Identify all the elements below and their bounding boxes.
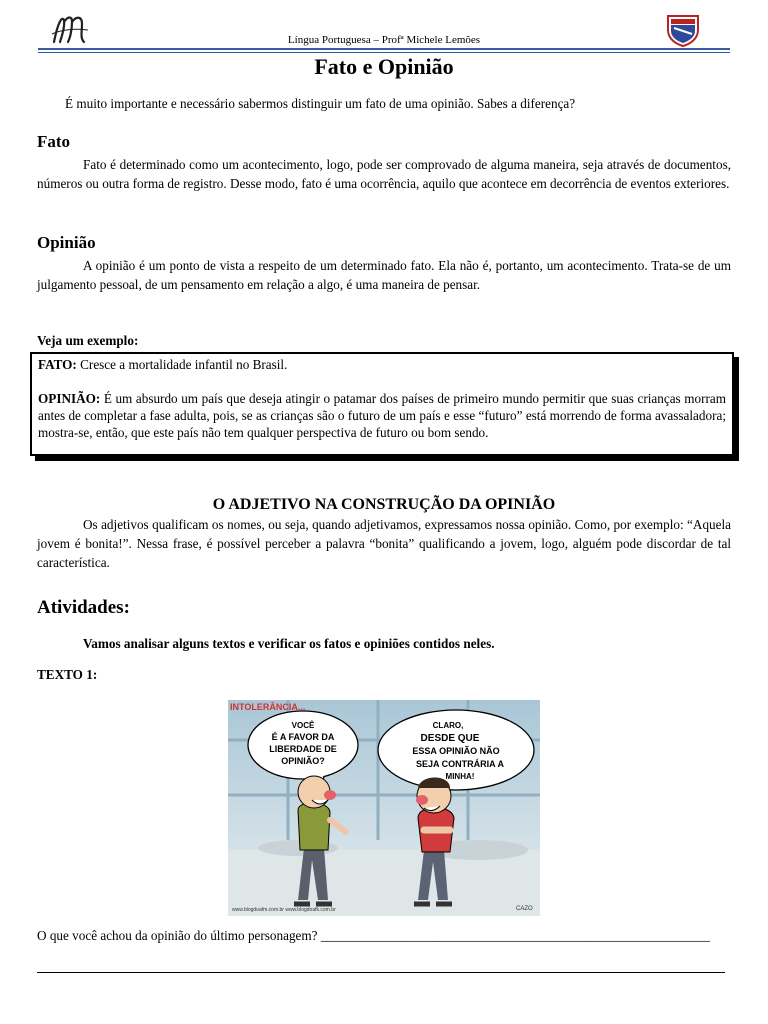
example-label: Veja um exemplo: [37,333,139,348]
fato-heading: Fato [37,132,71,151]
cartoon-bubble-left-1: VOCÊ [291,721,315,730]
atividades-heading: Atividades: [37,597,130,618]
cartoon-signature: CAZO [516,906,533,912]
cartoon-bubble-left-3: LIBERDADE DE [269,744,337,754]
example-box [30,352,734,456]
example-opiniao-text: É um absurdo um país que deseja atingir o patamar dos países de primeiro mundo permitir que suas crianças morram antes de completar a fase adulta, pois, se as crianças são o futuro de um país e esse “futuro” está morrendo de forma avassaladora; mostra-se, então, que este país não tem qualquer perspectiva de futuro ou bom sendo. [38,391,726,440]
answer-line[interactable] [37,972,725,973]
cartoon-bubble-right-1: CLARO, [432,721,464,730]
cartoon-title: INTOLERÂNCIA... [230,702,306,712]
intro-paragraph: É muito importante e necessário sabermos distinguir um fato de uma opinião. Sabes a diferença? [65,96,576,111]
cartoon-credit: www.blogdoafm.com.br www.blogdoafk.com.br [232,907,336,913]
cartoon-bubble-right-5: MINHA! [445,772,475,781]
example-fato-label: FATO: [38,357,77,372]
atividades-instruction: Vamos analisar alguns textos e verificar os fatos e opiniões contidos neles. [83,636,495,651]
texto1-label: TEXTO 1: [37,667,98,682]
fato-paragraph: Fato é determinado como um acontecimento, logo, pode ser comprovado de alguma maneira, seja através de documentos, números ou outra forma de registro. Desse modo, fato é uma ocorrência, aquilo que acontece em decorrência de eventos exteriores. [37,157,731,191]
cartoon-bubble-left-2: É A FAVOR DA [271,732,335,742]
adjetivo-paragraph: Os adjetivos qualificam os nomes, ou seja, quando adjetivamos, expressamos nossa opinião. Como, por exemplo: “Aquela jovem é bonita!”. Nessa frase, é possível perceber a palavra “bonita” qualificando a jovem, logo, alguém pode discordar de tal característica. [37,517,731,570]
example-opiniao-label: OPINIÃO: [38,391,101,406]
example-fato-text: Cresce a mortalidade infantil no Brasil. [76,357,288,372]
question-text: O que você achou da opinião do último personagem? ___________________________________________________________ [37,928,710,943]
opiniao-heading: Opinião [37,233,96,252]
cartoon-bubble-right-3: ESSA OPINIÃO NÃO [412,746,500,756]
example-opiniao [38,390,726,441]
header-text: Língua Portuguesa – Profª Michele Lemões [287,34,481,46]
adjetivo-section-title: O ADJETIVO NA CONSTRUÇÃO DA OPINIÃO [212,496,556,513]
header-divider-thin [38,52,730,53]
opiniao-paragraph: A opinião é um ponto de vista a respeito de um determinado fato. Ela não é, portanto, um acontecimento. Trata-se de um julgamento pessoal, de um pensamento em relação a algo, é uma maneira de pensar. [37,258,731,292]
cartoon-bubble-left-4: OPINIÃO? [281,756,325,766]
page-title: Fato e Opinião [314,54,454,79]
cartoon-image [228,700,540,916]
cartoon-bubble-right-4: SEJA CONTRÁRIA A [415,759,505,769]
example-fato [38,356,726,373]
cartoon-bubble-right-2: DESDE QUE [420,733,480,744]
header-divider [38,48,730,50]
school-crest-logo [664,12,702,48]
